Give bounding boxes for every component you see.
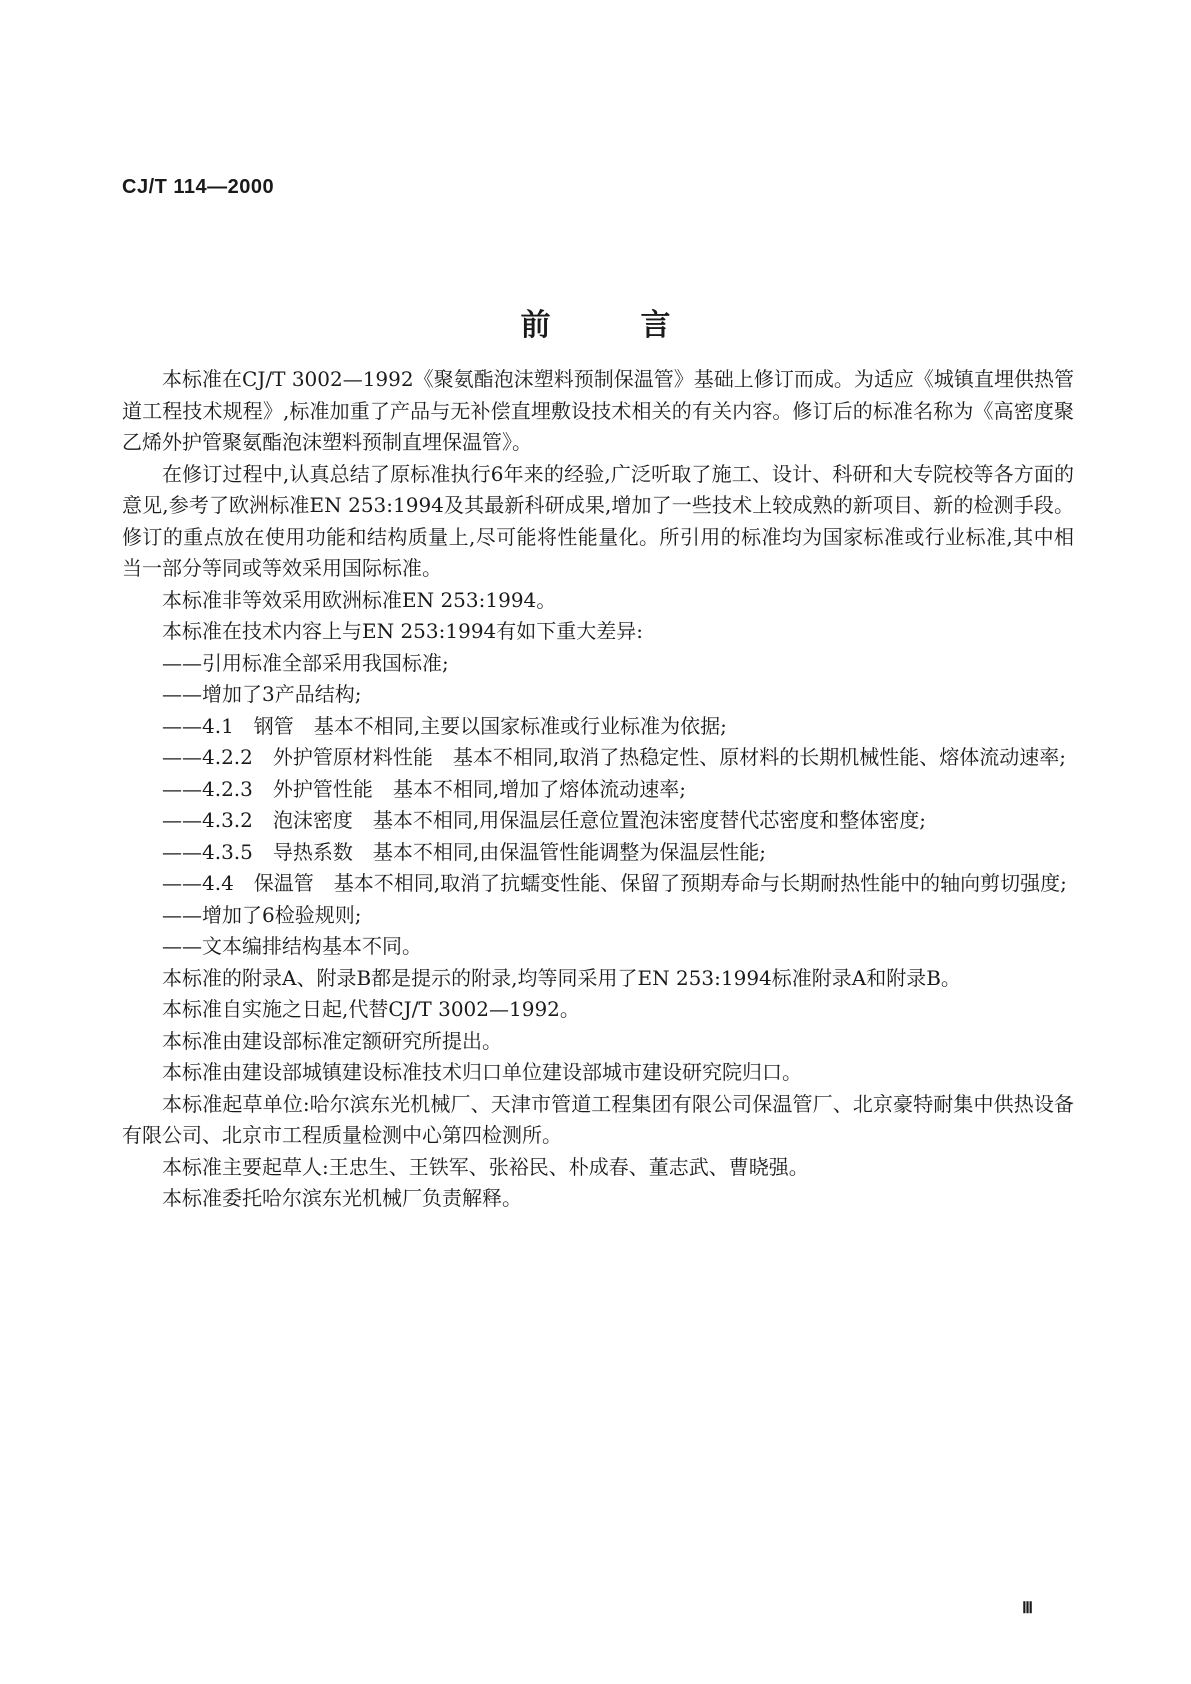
paragraph: 本标准委托哈尔滨东光机械厂负责解释。 xyxy=(162,1186,522,1210)
list-item: ——4.2.2 外护管原材料性能 基本不相同,取消了热稳定性、原材料的长期机械性能、熔体流动速率; xyxy=(162,745,1066,769)
paragraph: 本标准非等效采用欧洲标准EN 253:1994。 xyxy=(162,587,557,612)
paragraph: 本标准在CJ/T 3002—1992《聚氨酯泡沫塑料预制保温管》基础上修订而成。为适应《城镇直埋供热管道工程技术规程》,标准加重了产品与无补偿直埋敷设技术相关的有关内容。修订后的标准名称为《高密度聚乙烯外护管聚氨酯泡沫塑料预制直埋保温管》。 xyxy=(122,367,1074,454)
paragraph: 本标准主要起草人:王忠生、王铁军、张裕民、朴成春、董志武、曹晓强。 xyxy=(162,1154,809,1179)
paragraph: 本标准由建设部城镇建设标准技术归口单位建设部城市建设研究院归口。 xyxy=(162,1060,802,1084)
list-item: ——4.4 保温管 基本不相同,取消了抗蠕变性能、保留了预期寿命与长期耐热性能中的轴向剪切强度; xyxy=(162,871,1067,895)
paragraph: 本标准在技术内容上与EN 253:1994有如下重大差异: xyxy=(162,619,644,643)
list-item: ——增加了3产品结构; xyxy=(162,682,362,706)
paragraph: 本标准起草单位:哈尔滨东光机械厂、天津市管道工程集团有限公司保温管厂、北京豪特耐集中供热设备有限公司、北京市工程质量检测中心第四检测所。 xyxy=(122,1091,1074,1147)
list-item: ——4.3.5 导热系数 基本不相同,由保温管性能调整为保温层性能; xyxy=(162,839,766,864)
paragraph: 本标准自实施之日起,代替CJ/T 3002—1992。 xyxy=(162,997,580,1021)
page-title: 前言 xyxy=(520,308,761,343)
list-item: ——4.2.3 外护管性能 基本不相同,增加了熔体流动速率; xyxy=(162,776,686,801)
list-item: ——引用标准全部采用我国标准; xyxy=(162,650,449,675)
list-item: ——增加了6检验规则; xyxy=(162,902,362,927)
page-number: Ⅲ xyxy=(1022,1600,1034,1617)
paragraph: 本标准的附录A、附录B都是提示的附录,均等同采用了EN 253:1994标准附录A和附录B。 xyxy=(162,965,961,990)
paragraph: 在修订过程中,认真总结了原标准执行6年来的经验,广泛听取了施工、设计、科研和大专院校等各方面的意见,参考了欧洲标准EN 253:1994及其最新科研成果,增加了一些技术上较成熟的新项目、新的检测手段。修订的重点放在使用功能和结构质量上,尽可能将性能量化。所引用的标准均为国家标准或行业标准,其中相当一部分等同或等效采用国际标准。 xyxy=(122,461,1074,580)
list-item: ——4.3.2 泡沫密度 基本不相同,用保温层任意位置泡沫密度替代芯密度和整体密度; xyxy=(162,808,926,832)
paragraph: 本标准由建设部标准定额研究所提出。 xyxy=(162,1028,502,1053)
standard-code: CJ/T 114—2000 xyxy=(122,176,275,198)
list-item: ——4.1 钢管 基本不相同,主要以国家标准或行业标准为依据; xyxy=(162,713,727,738)
body-text xyxy=(122,364,1074,1215)
list-item: ——文本编排结构基本不同。 xyxy=(162,934,422,958)
